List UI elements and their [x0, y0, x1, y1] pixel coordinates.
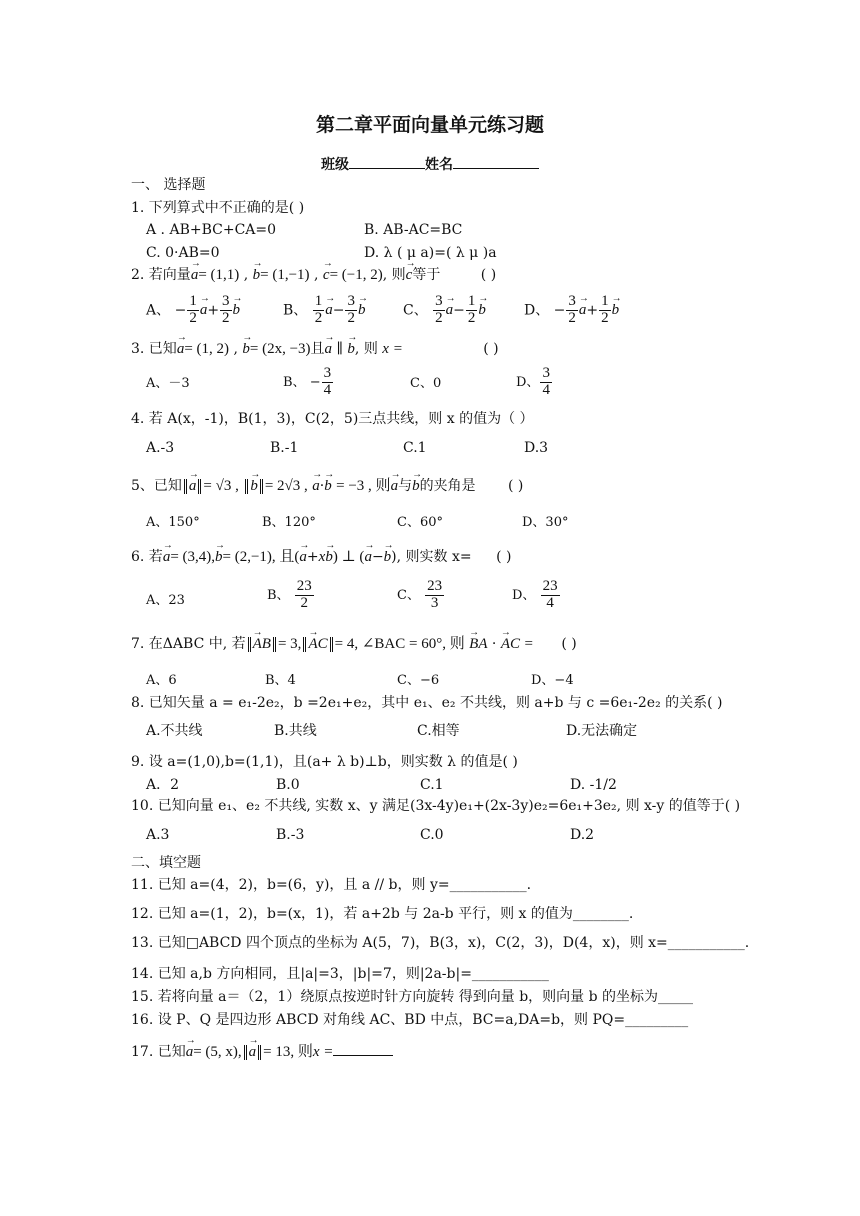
q3-option-c: C、0 — [410, 376, 442, 391]
section-heading-fill: 二、填空题 — [131, 855, 201, 871]
name-label: 姓名 — [425, 157, 453, 173]
q10-option-b: B.-3 — [276, 827, 305, 843]
section-heading-choice: 一、 选择题 — [131, 177, 206, 193]
q9-option-d: D. -1/2 — [570, 777, 617, 793]
q7-stem: 7. 在ΔABC 中, 若→ AB = 3,→ AC = 4, ∠BAC = 60°, 则 → BA · → AC = ( ) — [131, 637, 577, 652]
q6-option-b: B、 $\frac{23}{2}$ — [267, 578, 312, 611]
q10-stem: 10. 已知向量 e₁、e₂ 不共线, 实数 x、y 满足(3x-4y)e₁+(2x-3y)e₂=6e₁+3e₂, 则 x-y 的值等于( ) — [131, 798, 741, 814]
q3-stem: 3. 已知→ a= (1, 2) , → b= (2x, −3)且→ a ∥ → b, 则 x = ( ) — [131, 342, 499, 357]
q6-option-a: A、23 — [146, 593, 185, 608]
q6-option-d: D、 $\frac{23}{4}$ — [512, 578, 558, 611]
q6-option-c: C、 $\frac{23}{3}$ — [397, 578, 443, 611]
name-blank — [453, 156, 539, 169]
q14: 14. 已知 a,b 方向相同，且|a|=3，|b|=7，则|2a-b|=___________ — [131, 966, 549, 982]
q11: 11. 已知 a=(4，2)，b=(6，y)，且 a // b，则 y=___________. — [131, 877, 532, 893]
q17: 17. 已知→ a= (5, x),→ a = 13, 则x = — [131, 1043, 393, 1060]
q1-option-b: B. AB-AC=BC — [364, 222, 463, 238]
q1-option-d: D. λ ( μ a)=( λ μ )a — [364, 245, 497, 261]
q4-option-b: B.-1 — [270, 440, 299, 456]
class-blank — [349, 156, 425, 169]
q9-option-b: B.0 — [276, 777, 300, 793]
q15: 15. 若将向量 a＝（2，1）绕原点按逆时针方向旋转 得到向量 b，则向量 b 的坐标为_____ — [131, 989, 694, 1005]
q8-option-d: D.无法确定 — [566, 723, 638, 739]
q3-option-b: B、 − $\frac{3}{4}$ — [283, 365, 332, 398]
q13: 13. 已知□ABCD 四个顶点的坐标为 A(5，7)，B(3，x)，C(2，3)，D(4，x)，则 x=___________. — [131, 935, 750, 951]
q7-option-a: A、6 — [146, 673, 177, 688]
q10-option-a: A.3 — [146, 827, 170, 843]
q2-stem: 2. 若向量→ a= (1,1) , → b= (1,−1) , → c= (−1, 2), 则→ c等于 ( ) — [131, 268, 496, 283]
q2-option-a: A、 − $\frac{1}{2}$ → a+ $\frac{3}{2}$ → b — [146, 294, 240, 327]
q12: 12. 已知 a=(1，2)，b=(x，1)，若 a+2b 与 2a-b 平行，则 x 的值为________. — [131, 906, 634, 922]
class-name-line — [0, 156, 860, 172]
q7-option-c: C、−6 — [397, 673, 440, 688]
q1-option-c: C. 0·AB=0 — [146, 245, 220, 261]
q1-option-a: A . AB+BC+CA=0 — [146, 222, 277, 238]
q2-option-c: C、 $\frac{3}{2}$ → a− $\frac{1}{2}$ → b — [403, 294, 486, 327]
q4-option-d: D.3 — [524, 440, 549, 456]
class-label: 班级 — [321, 157, 349, 173]
q10-option-c: C.0 — [420, 827, 444, 843]
q8-stem: 8. 已知矢量 a = e₁-2e₂，b =2e₁+e₂，其中 e₁、e₂ 不共线，则 a+b 与 c =6e₁-2e₂ 的关系( ) — [131, 695, 723, 711]
q3-option-d: D、 $\frac{3}{4}$ — [516, 365, 550, 398]
q8-option-c: C.相等 — [417, 723, 460, 739]
q2-option-d: D、 − $\frac{3}{2}$ → a+ $\frac{1}{2}$ → b — [524, 294, 619, 327]
q6-stem: 6. 若→ a= (3,4),→ b= (2,−1), 且(→ a+x→ b) ⊥ (→ a−→ b), 则实数 x= ( ) — [131, 550, 511, 565]
q17-blank — [333, 1043, 393, 1056]
q8-option-b: B.共线 — [274, 723, 317, 739]
q7-option-b: B、4 — [265, 673, 296, 688]
q4-option-a: A.-3 — [146, 440, 175, 456]
q9-stem: 9. 设 a=(1,0),b=(1,1)，且(a+ λ b)⊥b，则实数 λ 的值是( ) — [131, 754, 518, 770]
q9-option-c: C.1 — [420, 777, 444, 793]
q9-option-a: A．2 — [146, 777, 180, 793]
q2-option-b: B、 $\frac{1}{2}$ → a− $\frac{3}{2}$ → b — [283, 294, 365, 327]
q5-option-b: B、120° — [262, 515, 316, 530]
page-title: 第二章平面向量单元练习题 — [315, 114, 544, 136]
q7-option-d: D、−4 — [531, 673, 574, 688]
q5-option-c: C、60° — [397, 515, 443, 530]
q4-stem: 4. 若 A(x，-1)，B(1，3)，C(2，5)三点共线，则 x 的值为（ ） — [131, 411, 534, 427]
q5-stem: 5、已知→ a = √3 , → b = 2√3 , → a·→ b = −3 , 则→ a与→ b的夹角是 ( ) — [131, 479, 523, 494]
q16: 16. 设 P、Q 是四边形 ABCD 对角线 AC、BD 中点，BC=a,DA=b，则 PQ=_________ — [131, 1012, 689, 1028]
q3-option-a: A、－3 — [146, 376, 190, 391]
q8-option-a: A.不共线 — [146, 723, 203, 739]
q4-option-c: C.1 — [403, 440, 427, 456]
q5-option-a: A、150° — [146, 515, 200, 530]
q5-option-d: D、30° — [522, 515, 569, 530]
q10-option-d: D.2 — [570, 827, 595, 843]
q1-stem: 1. 下列算式中不正确的是( ) — [131, 200, 305, 216]
